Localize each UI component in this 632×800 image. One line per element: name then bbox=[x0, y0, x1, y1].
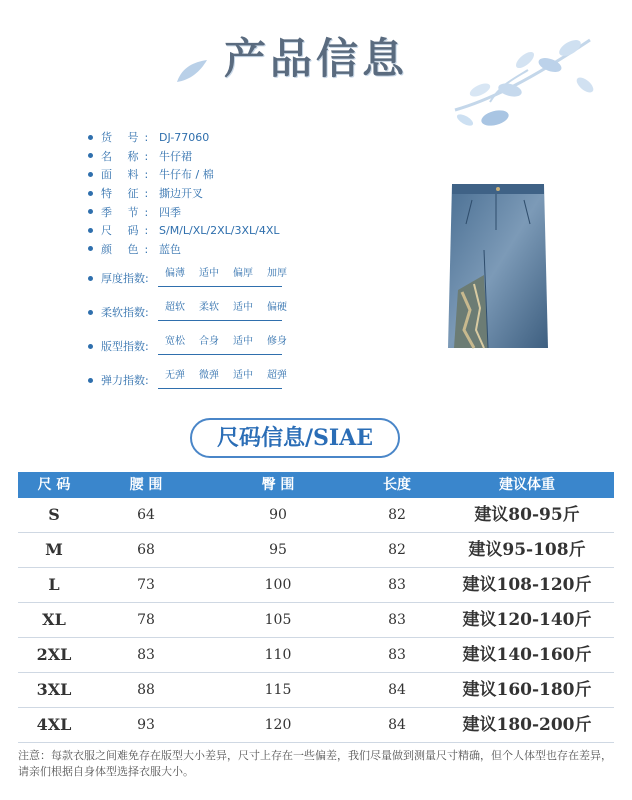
cell-length: 83 bbox=[388, 647, 406, 663]
cell-waist: 88 bbox=[137, 682, 155, 698]
cell-hip: 90 bbox=[269, 507, 287, 523]
table-row bbox=[18, 498, 614, 533]
table-row bbox=[18, 603, 614, 638]
cell-waist: 78 bbox=[137, 612, 155, 628]
cell-waist: 73 bbox=[137, 577, 155, 593]
table-row bbox=[18, 708, 614, 743]
index-label-wrap bbox=[88, 372, 149, 388]
index-label-wrap bbox=[88, 338, 149, 354]
index-option: 适中 bbox=[233, 336, 253, 347]
size-info-banner: 尺码信息/SIAE bbox=[190, 418, 400, 458]
spec-label: 季 节: bbox=[101, 205, 155, 219]
cell-length: 84 bbox=[388, 682, 406, 698]
spec-value: 蓝色 bbox=[159, 242, 181, 256]
spec-row bbox=[88, 240, 280, 259]
cell-length: 82 bbox=[388, 542, 406, 558]
table-row bbox=[18, 673, 614, 708]
index-divider bbox=[158, 354, 282, 355]
index-options bbox=[158, 332, 308, 347]
spec-value: 四季 bbox=[159, 205, 181, 219]
index-label-wrap bbox=[88, 270, 149, 286]
thickness-index bbox=[88, 264, 308, 296]
softness-index bbox=[88, 298, 308, 330]
spec-value: S/M/L/XL/2XL/3XL/4XL bbox=[159, 223, 280, 237]
bullet-icon bbox=[88, 344, 93, 349]
cell-size: XL bbox=[42, 610, 66, 629]
spec-row bbox=[88, 221, 280, 240]
cell-length: 83 bbox=[388, 612, 406, 628]
index-option: 无弹 bbox=[165, 370, 185, 381]
cell-hip: 100 bbox=[264, 577, 292, 593]
header-length: 长度 bbox=[383, 477, 411, 493]
cell-size: 4XL bbox=[36, 715, 72, 734]
table-header bbox=[18, 472, 614, 498]
cell-size: 3XL bbox=[36, 680, 72, 699]
cell-waist: 68 bbox=[137, 542, 155, 558]
cell-length: 84 bbox=[388, 717, 406, 733]
spec-row bbox=[88, 128, 280, 147]
index-option: 柔软 bbox=[199, 302, 219, 313]
header-size: 尺 码 bbox=[37, 477, 71, 493]
spec-value: 牛仔裙 bbox=[159, 149, 192, 163]
index-option: 适中 bbox=[199, 268, 219, 279]
cell-weight: 建议95-108斤 bbox=[468, 540, 586, 560]
spec-row bbox=[88, 202, 280, 221]
index-option: 偏硬 bbox=[267, 302, 287, 313]
index-option: 加厚 bbox=[267, 268, 287, 279]
page-title: 产品信息 bbox=[223, 34, 408, 83]
index-option: 合身 bbox=[199, 336, 219, 347]
spec-row bbox=[88, 165, 280, 184]
bullet-icon bbox=[88, 172, 93, 177]
index-option: 适中 bbox=[233, 370, 253, 381]
index-label: 弹力指数: bbox=[101, 374, 149, 387]
spec-row bbox=[88, 147, 280, 166]
index-option: 适中 bbox=[233, 302, 253, 313]
cell-size: L bbox=[48, 575, 60, 594]
index-option: 修身 bbox=[267, 336, 287, 347]
cell-waist: 93 bbox=[137, 717, 155, 733]
cell-hip: 110 bbox=[264, 647, 292, 663]
spec-label: 面 料: bbox=[101, 168, 155, 182]
bullet-icon bbox=[88, 310, 93, 315]
size-table bbox=[18, 472, 614, 743]
bullet-icon bbox=[88, 135, 93, 140]
index-option: 超弹 bbox=[267, 370, 287, 381]
index-option: 宽松 bbox=[165, 336, 185, 347]
bullet-icon bbox=[88, 228, 93, 233]
cell-size: S bbox=[48, 505, 60, 524]
size-disclaimer-note: 注意：每款衣服之间难免存在版型大小差异，尺寸上存在一些偏差，我们尽量做到测量尺寸精确，但个人体型也存在差异，请亲们根据自身体型选择衣服大小。 bbox=[18, 749, 612, 778]
header-hip: 臀 围 bbox=[261, 477, 295, 493]
spec-value: 牛仔布 / 棉 bbox=[159, 168, 214, 182]
cell-weight: 建议80-95斤 bbox=[474, 505, 580, 525]
spec-value: 撕边开叉 bbox=[159, 187, 203, 201]
branch-decoration-icon bbox=[450, 30, 600, 140]
spec-label: 名 称: bbox=[101, 149, 155, 163]
index-label: 柔软指数: bbox=[101, 306, 149, 319]
index-options bbox=[158, 298, 308, 313]
cell-weight: 建议180-200斤 bbox=[462, 715, 592, 735]
bullet-icon bbox=[88, 153, 93, 158]
leaf-decoration-icon bbox=[172, 52, 212, 92]
table-row bbox=[18, 568, 614, 603]
index-divider bbox=[158, 286, 282, 287]
spec-row bbox=[88, 184, 280, 203]
cell-weight: 建议120-140斤 bbox=[462, 610, 592, 630]
bullet-icon bbox=[88, 209, 93, 214]
bullet-icon bbox=[88, 191, 93, 196]
cell-size: M bbox=[45, 540, 63, 559]
bullet-icon bbox=[88, 378, 93, 383]
index-options bbox=[158, 366, 308, 381]
header-weight: 建议体重 bbox=[499, 477, 555, 493]
bullet-icon bbox=[88, 276, 93, 281]
table-row bbox=[18, 533, 614, 568]
elasticity-index bbox=[88, 366, 308, 398]
fit-index bbox=[88, 332, 308, 364]
cell-hip: 95 bbox=[269, 542, 287, 558]
index-option: 微弹 bbox=[199, 370, 219, 381]
spec-label: 颜 色: bbox=[101, 242, 155, 256]
cell-weight: 建议160-180斤 bbox=[462, 680, 592, 700]
spec-label: 特 征: bbox=[101, 187, 155, 201]
cell-size: 2XL bbox=[36, 645, 72, 664]
index-options bbox=[158, 264, 308, 279]
cell-hip: 105 bbox=[264, 612, 292, 628]
cell-length: 82 bbox=[388, 507, 406, 523]
cell-waist: 64 bbox=[137, 507, 155, 523]
cell-length: 83 bbox=[388, 577, 406, 593]
header-waist: 腰 围 bbox=[129, 477, 163, 493]
table-row bbox=[18, 638, 614, 673]
index-option: 超软 bbox=[165, 302, 185, 313]
index-divider bbox=[158, 388, 282, 389]
index-label: 版型指数: bbox=[101, 340, 149, 353]
spec-value: DJ-77060 bbox=[159, 130, 210, 144]
cell-hip: 120 bbox=[264, 717, 292, 733]
cell-weight: 建议108-120斤 bbox=[462, 575, 592, 595]
denim-skirt-image bbox=[444, 180, 552, 350]
product-specs bbox=[88, 128, 280, 258]
index-divider bbox=[158, 320, 282, 321]
spec-label: 货 号: bbox=[101, 131, 155, 145]
cell-hip: 115 bbox=[264, 682, 292, 698]
index-label-wrap bbox=[88, 304, 149, 320]
index-option: 偏厚 bbox=[233, 268, 253, 279]
index-option: 偏薄 bbox=[165, 268, 185, 279]
cell-waist: 83 bbox=[137, 647, 155, 663]
bullet-icon bbox=[88, 246, 93, 251]
cell-weight: 建议140-160斤 bbox=[462, 645, 592, 665]
index-label: 厚度指数: bbox=[101, 272, 149, 285]
spec-label: 尺 码: bbox=[101, 224, 155, 238]
